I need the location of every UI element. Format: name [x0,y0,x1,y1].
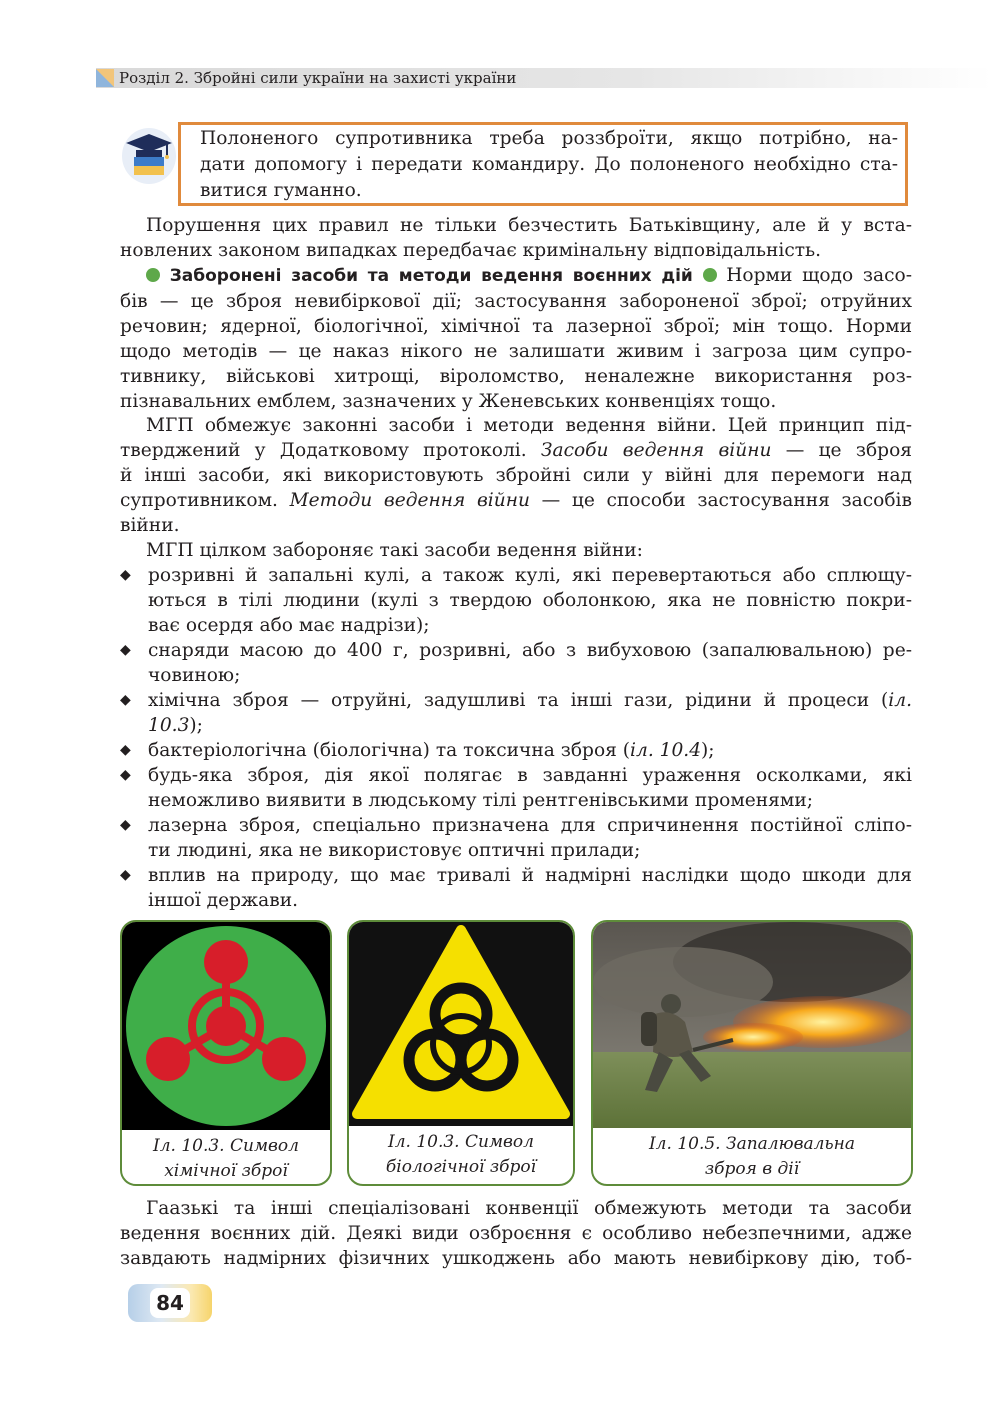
text-line: завдають надмірних фізичних ушкоджень або мають невибіркову дію, тоб- [120,1248,912,1269]
text-line: неможливо виявити в людському тілі рентгенівськими променями; [148,790,814,811]
term-methods-of-warfare: Методи ведення війни [289,490,530,511]
figure-caption [593,1132,911,1182]
chapter-title: Розділ 2. Збройні сили україни на захисті україни [119,69,517,87]
text-fragment: хімічна зброя — отруйні, задушливі та інші гази, рідини й процеси ( [148,690,889,711]
text-line: щодо методів — це наказ нікого не залишати живим і загроза цим супро- [120,341,912,362]
paragraph-violations [120,213,912,263]
list-item [120,563,912,638]
caption-line: біологічної зброї [385,1157,537,1177]
text-fragment: Норми щодо засо- [726,265,913,286]
callout-line: Полоненого супротивника треба роззброїти, якщо потрібно, на- [200,128,898,149]
paragraph-prohibited-means [120,263,912,414]
figure-reference: 10.3 [148,715,190,736]
flamethrower-photo [593,922,911,1128]
text-line [148,688,912,713]
header-corner-mark [96,69,114,87]
diamond-bullet-icon: ◆ [120,817,131,833]
paragraph-ihl-limits [120,413,912,538]
list-item [120,763,912,813]
caption-line: Іл. 10.5. Запалювальна [648,1134,856,1154]
text-line: ються в тілі людини (кулі з твердою оболонкою, яка не повністю покри- [148,590,912,611]
diamond-bullet-icon: ◆ [120,692,131,708]
text-fragment: — це зброя [771,440,912,461]
text-line: лазерна зброя, спеціально призначена для спричинення постійної сліпо- [148,815,912,836]
prohibited-means-list [120,563,912,913]
figure-chemical-weapon [120,920,332,1186]
text-line: пізнавальних емблем, зазначених у Женевських конвенціях тощо. [120,391,777,412]
green-bullet-icon [703,268,717,282]
diamond-bullet-icon: ◆ [120,867,131,883]
text-line: ти людині, яка не використовує оптичні прилади; [148,840,641,861]
text-line: тивнику, військові хитрощі, віроломство, неналежне використання роз- [120,366,912,387]
text-line: вплив на природу, що має тривалі й надмірні наслідки щодо шкоди для [148,865,912,886]
biohazard-symbol-icon [349,922,573,1126]
list-item [120,688,912,738]
callout-line: витися гуманно. [200,180,362,201]
figure-caption [122,1134,330,1184]
text-fragment: ); [701,740,715,761]
text-line: ведення воєнних дій. Деякі види озброєння є особливо небезпечними, адже [120,1223,912,1244]
diamond-bullet-icon: ◆ [120,567,131,583]
text-line: розривні й запальні кулі, а також кулі, які перевертаються або сплющу- [148,565,912,586]
caption-line: зброя в дії [704,1159,800,1179]
diamond-bullet-icon: ◆ [120,642,131,658]
caption-line: хімічної зброї [164,1161,288,1181]
term-means-of-warfare: Засоби ведення війни [540,440,772,461]
text-line [120,488,912,513]
callout-line: дати допомогу і передати командиру. До полоненого необхідно ста- [200,154,898,175]
text-line: й інші засоби, які використовують збройні сили у війні для перемоги над [120,465,912,486]
list-item [120,813,912,863]
page-number: 84 [150,1288,190,1318]
text-line: снаряди масою до 400 г, розривні, або з вибуховою (запалювальною) ре- [148,640,912,661]
chemical-weapon-symbol-icon [122,922,330,1130]
section-heading: Заборонені засоби та методи ведення воєнних дій [169,266,693,286]
text-fragment: тверджений у Додатковому протоколі. [120,440,541,461]
caption-line: Іл. 10.3. Символ [152,1136,299,1156]
text-line: війни. [120,515,180,536]
paragraph-list-intro [120,538,912,563]
text-line: речовин; ядерної, біологічної, хімічної та лазерної зброї; мін тощо. Норми [120,316,912,337]
text-line: човиною; [148,665,241,686]
text-line: новлених законом випадках передбачає кримінальну відповідальність. [120,240,822,261]
text-line [148,738,912,763]
diamond-bullet-icon: ◆ [120,742,131,758]
text-fragment: супротивником. [120,490,290,511]
text-line [120,438,912,463]
caption-line: Іл. 10.3. Символ [387,1132,534,1152]
text-line [148,713,912,738]
list-item [120,863,912,913]
diamond-bullet-icon: ◆ [120,767,131,783]
callout-text [200,126,898,204]
text-line: Порушення цих правил не тільки безчестить Батьківщину, але й у вста- [146,215,912,236]
figure-incendiary-weapon [591,920,913,1186]
text-line: ває осердя або має надрізи); [148,615,430,636]
paragraph-hague-conventions [120,1196,912,1271]
section-heading-line [120,263,912,289]
text-line: Гаазькі та інші спеціалізовані конвенції обмежують методи та засоби [146,1198,912,1219]
list-item [120,738,912,763]
text-line: бів — це зброя невибіркової дії; застосування забороненої зброї; отруйних [120,291,912,312]
figure-biological-weapon [347,920,575,1186]
text-line: МГП обмежує законні засоби і методи ведення війни. Цей принцип під- [146,415,912,436]
green-bullet-icon [146,268,160,282]
text-line: будь-яка зброя, дія якої полягає в завданні ураження осколками, які [148,765,912,786]
list-item [120,638,912,688]
text-fragment: бактеріологічна (біологічна) та токсична зброя ( [148,740,631,761]
text-line: іншої держави. [148,890,298,911]
text-fragment: — це способи застосування засобів [529,490,912,511]
figure-reference: іл. [888,690,912,711]
text-line: МГП цілком забороняє такі засоби ведення війни: [146,540,643,561]
graduation-cap-icon [120,126,178,186]
figure-caption [349,1130,573,1180]
figure-reference: іл. 10.4 [630,740,702,761]
text-fragment: ); [189,715,203,736]
